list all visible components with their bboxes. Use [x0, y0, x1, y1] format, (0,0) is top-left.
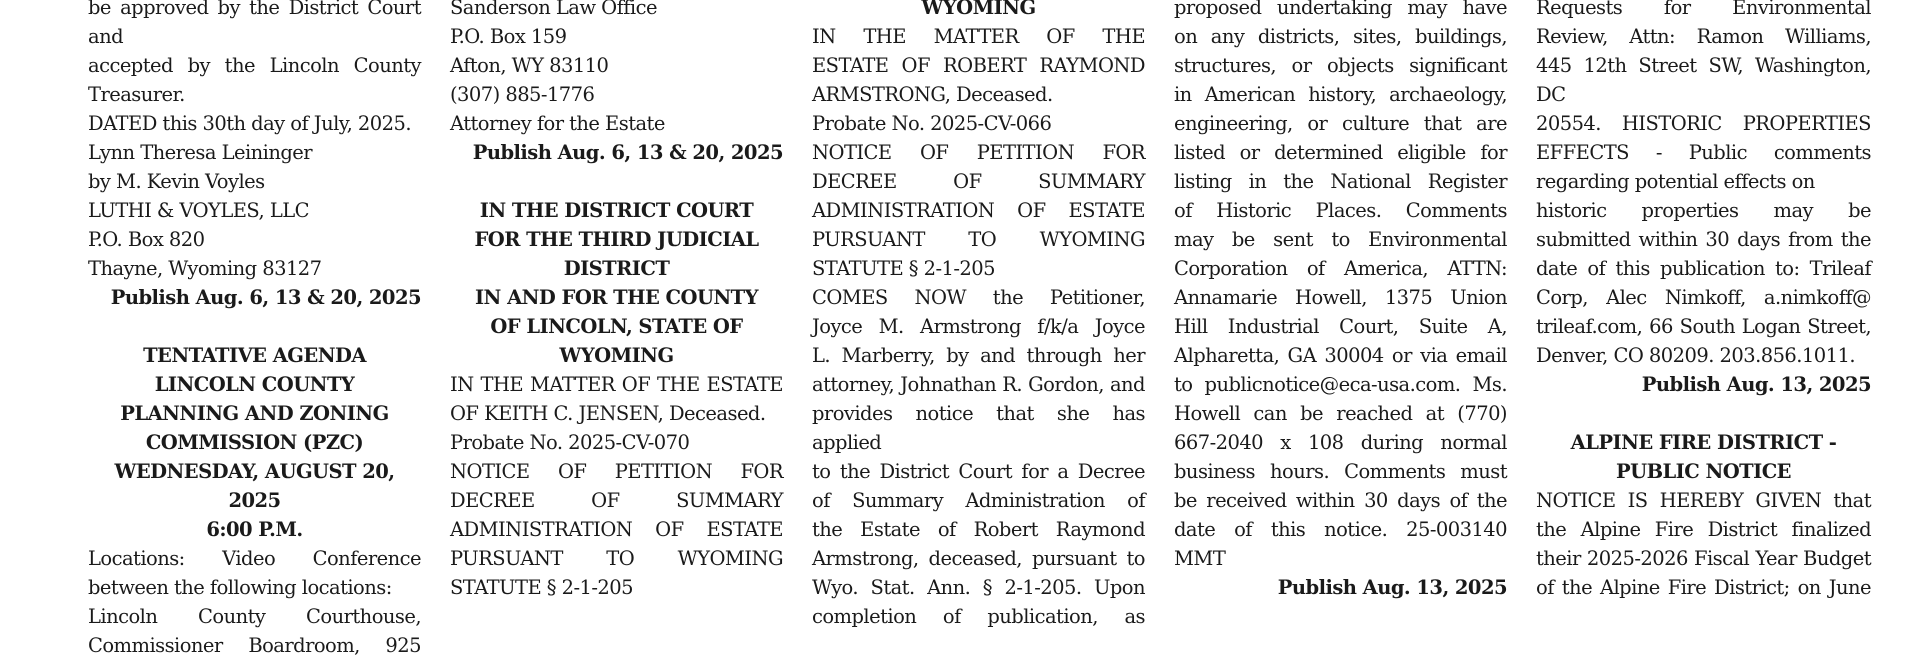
body-line: DC — [1536, 83, 1566, 106]
body-line: by M. Kevin Voyles — [88, 170, 265, 193]
spacer — [1536, 399, 1871, 428]
body-line: of Summary Administration of — [812, 489, 1145, 512]
body-line: 667-2040 x 108 during normal — [1174, 431, 1507, 454]
notice-heading-line: WYOMING — [559, 344, 674, 367]
body-line: L. Marberry, by and through her — [812, 344, 1145, 367]
spacer — [450, 167, 783, 196]
notice-heading-line: WEDNESDAY, AUGUST 20, — [114, 460, 395, 483]
body-line: LUTHI & VOYLES, LLC — [88, 199, 309, 222]
body-line: ADMINISTRATION OF ESTATE — [812, 199, 1145, 222]
body-line: NOTICE IS HEREBY GIVEN that — [1536, 489, 1871, 512]
body-line: attorney, Johnathan R. Gordon, and — [812, 373, 1145, 396]
publish-line: Publish Aug. 6, 13 & 20, 2025 — [472, 141, 783, 164]
body-line: ARMSTRONG, Deceased. — [812, 83, 1053, 106]
body-line: P.O. Box 159 — [450, 25, 567, 48]
body-line: Howell can be reached at (770) — [1174, 402, 1507, 425]
body-line: Commissioner Boardroom, 925 — [88, 634, 421, 657]
body-line: Armstrong, deceased, pursuant to — [812, 547, 1145, 570]
body-line: Lincoln County Courthouse, — [88, 605, 421, 628]
publish-line: Publish Aug. 13, 2025 — [1277, 576, 1507, 599]
notice-heading-line: 2025 — [228, 489, 281, 512]
body-line: COMES NOW the Petitioner, — [812, 286, 1145, 309]
body-line: Alpharetta, GA 30004 or via email — [1174, 344, 1507, 367]
body-line: Wyo. Stat. Ann. § 2-1-205. Upon — [812, 576, 1145, 599]
notice-heading-line: LINCOLN COUNTY — [154, 373, 355, 396]
body-line: Requests for Environmental — [1536, 0, 1871, 19]
notice-heading-line: COMMISSION (PZC) — [145, 431, 364, 454]
body-line: DECREE OF SUMMARY — [450, 489, 783, 512]
column-2 — [450, 0, 783, 602]
body-line: to the District Court for a Decree — [812, 460, 1145, 483]
body-line: Attorney for the Estate — [450, 112, 665, 135]
column-3 — [812, 0, 1145, 631]
body-line: accepted by the Lincoln County — [88, 54, 421, 77]
body-line: their 2025-2026 Fiscal Year Budget — [1536, 547, 1871, 570]
body-line: EFFECTS - Public comments — [1536, 141, 1871, 164]
body-line: OF KEITH C. JENSEN, Deceased. — [450, 402, 766, 425]
body-line: ESTATE OF ROBERT RAYMOND — [812, 54, 1145, 77]
body-line: Corp, Alec Nimkoff, a.nimkoff@ — [1536, 286, 1871, 309]
body-line: between the following locations: — [88, 576, 392, 599]
body-line: listing in the National Register — [1174, 170, 1507, 193]
body-line: submitted within 30 days from the — [1536, 228, 1871, 251]
notice-heading-line: ALPINE FIRE DISTRICT - — [1570, 431, 1837, 454]
notice-heading-line: OF LINCOLN, STATE OF — [490, 315, 743, 338]
body-line: Probate No. 2025-CV-070 — [450, 431, 690, 454]
body-line: provides notice that she has applied — [812, 402, 1145, 454]
body-line: Annamarie Howell, 1375 Union — [1174, 286, 1507, 309]
body-line: Lynn Theresa Leininger — [88, 141, 313, 164]
body-line: NOTICE OF PETITION FOR — [812, 141, 1145, 164]
publish-line: Publish Aug. 6, 13 & 20, 2025 — [110, 286, 421, 309]
notice-heading-line: PLANNING AND ZONING — [120, 402, 389, 425]
body-line: PURSUANT TO WYOMING — [812, 228, 1145, 251]
body-line: Joyce M. Armstrong f/k/a Joyce — [812, 315, 1145, 338]
body-line: listed or determined eligible for — [1174, 141, 1507, 164]
body-line: IN THE MATTER OF THE ESTATE — [450, 373, 783, 396]
body-line: NOTICE OF PETITION FOR — [450, 460, 783, 483]
body-line: Locations: Video Conference — [88, 547, 421, 570]
body-line: engineering, or culture that are — [1174, 112, 1507, 135]
body-line: Review, Attn: Ramon Williams, — [1536, 25, 1871, 48]
body-line: DATED this 30th day of July, 2025. — [88, 112, 412, 135]
body-line: (307) 885-1776 — [450, 83, 595, 106]
notice-heading-line: TENTATIVE AGENDA — [143, 344, 366, 367]
notice-heading-line: FOR THE THIRD JUDICIAL — [474, 228, 759, 251]
body-line: structures, or objects significant — [1174, 54, 1507, 77]
body-line: proposed undertaking may have — [1174, 0, 1507, 19]
spacer — [88, 312, 421, 341]
body-line: 445 12th Street SW, Washington, — [1536, 54, 1871, 77]
body-line: to publicnotice@eca-usa.com. Ms. — [1174, 373, 1507, 396]
column-5 — [1536, 0, 1871, 602]
notice-heading-line: DISTRICT — [563, 257, 670, 280]
body-line: P.O. Box 820 — [88, 228, 205, 251]
body-line: Denver, CO 80209. 203.856.1011. — [1536, 344, 1856, 367]
body-line: of Historic Places. Comments — [1174, 199, 1507, 222]
body-line: be received within 30 days of the — [1174, 489, 1507, 512]
column-1 — [88, 0, 421, 660]
notice-heading-line: IN AND FOR THE COUNTY — [474, 286, 759, 309]
body-line: Hill Industrial Court, Suite A, — [1174, 315, 1507, 338]
notice-heading-line: IN THE DISTRICT COURT — [479, 199, 754, 222]
body-line: MMT — [1174, 547, 1226, 570]
body-line: Probate No. 2025-CV-066 — [812, 112, 1052, 135]
body-line: 20554. HISTORIC PROPERTIES — [1536, 112, 1871, 135]
body-line: STATUTE § 2-1-205 — [450, 576, 634, 599]
notice-heading-line: 6:00 P.M. — [206, 518, 303, 541]
notice-heading-line: WYOMING — [921, 0, 1036, 19]
body-line: the Estate of Robert Raymond — [812, 518, 1145, 541]
body-line: ADMINISTRATION OF ESTATE — [450, 518, 783, 541]
body-line: IN THE MATTER OF THE — [812, 25, 1145, 48]
body-line: regarding potential effects on — [1536, 170, 1815, 193]
body-line: may be sent to Environmental — [1174, 228, 1507, 251]
publish-line: Publish Aug. 13, 2025 — [1641, 373, 1871, 396]
body-line: Corporation of America, ATTN: — [1174, 257, 1507, 280]
body-line: be approved by the District Court and — [88, 0, 421, 48]
body-line: Afton, WY 83110 — [450, 54, 609, 77]
body-line: Thayne, Wyoming 83127 — [88, 257, 322, 280]
body-line: the Alpine Fire District finalized — [1536, 518, 1871, 541]
body-line: Treasurer. — [88, 83, 185, 106]
body-line: DECREE OF SUMMARY — [812, 170, 1145, 193]
body-line: PURSUANT TO WYOMING — [450, 547, 783, 570]
body-line: completion of publication, as — [812, 605, 1145, 628]
body-line: date of this publication to: Trileaf — [1536, 257, 1871, 280]
body-line: on any districts, sites, buildings, — [1174, 25, 1507, 48]
notice-heading-line: PUBLIC NOTICE — [1616, 460, 1791, 483]
body-line: STATUTE § 2-1-205 — [812, 257, 996, 280]
column-4 — [1174, 0, 1507, 602]
body-line: of the Alpine Fire District; on June — [1536, 576, 1871, 599]
body-line: historic properties may be — [1536, 199, 1871, 222]
body-line: in American history, archaeology, — [1174, 83, 1507, 106]
body-line: Sanderson Law Office — [450, 0, 657, 19]
body-line: business hours. Comments must — [1174, 460, 1507, 483]
body-line: date of this notice. 25-003140 — [1174, 518, 1507, 541]
body-line: trileaf.com, 66 South Logan Street, — [1536, 315, 1871, 338]
